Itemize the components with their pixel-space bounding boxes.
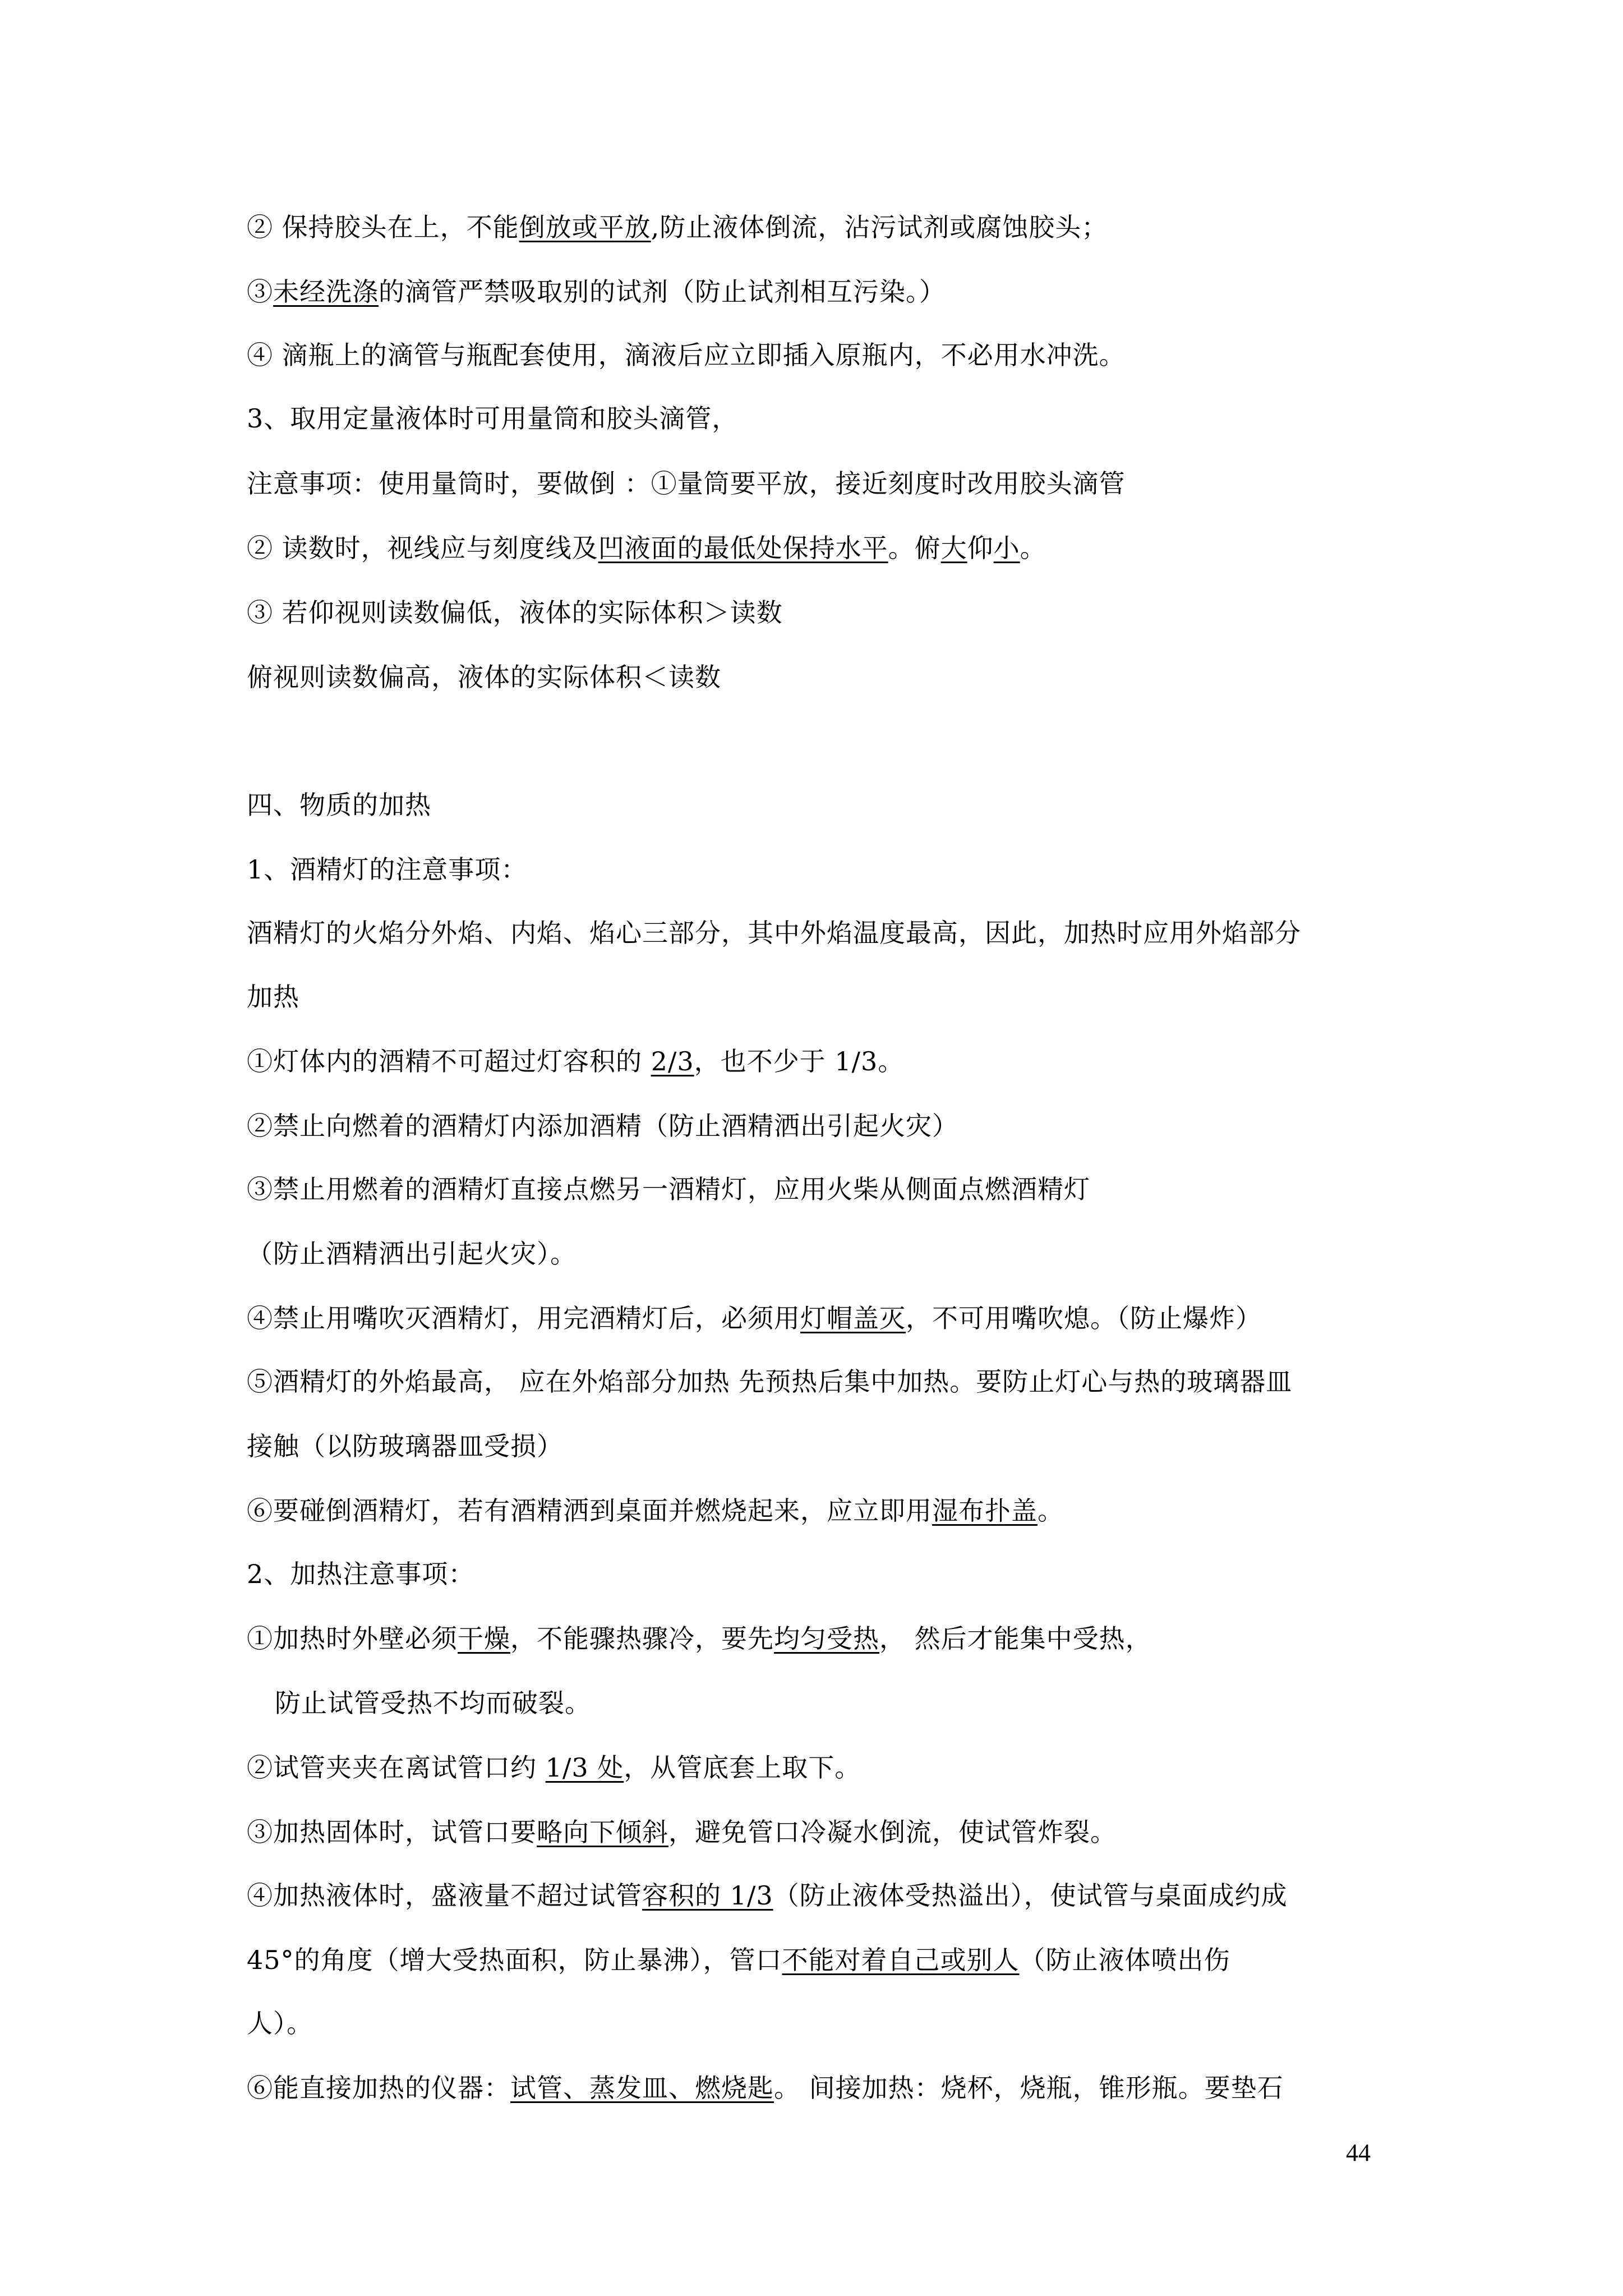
- page-number: 44: [1346, 2139, 1371, 2166]
- text-segment: ，不可用嘴吹熄。（防止爆炸）: [906, 1303, 1262, 1333]
- text-segment: ①加热时外壁必须: [247, 1623, 458, 1654]
- text-line: [247, 1172, 1090, 1206]
- underlined-text: 凹液面的最低处保持水平: [598, 533, 888, 563]
- subsection-heading: [247, 1557, 474, 1591]
- text-line: [247, 2007, 313, 2040]
- text-line: [247, 1494, 1064, 1527]
- text-segment: 45°的角度（增大受热面积，防止暴沸），管口: [247, 1945, 782, 1975]
- text-line: [247, 210, 1108, 244]
- text-segment: ，从管底套上取下。: [624, 1752, 861, 1783]
- text-segment: ④加热液体时，盛液量不超过试管: [247, 1880, 642, 1911]
- text-segment: （防止液体受热溢出），使试管与桌面成约成: [773, 1880, 1288, 1911]
- text-line: [247, 1301, 1262, 1335]
- text-segment: 。: [1038, 1496, 1064, 1526]
- text-segment: ①灯体内的酒精不可超过灯容积的: [247, 1046, 651, 1076]
- underlined-text: 不能对着自己或别人: [782, 1945, 1020, 1975]
- text-segment: ， 然后才能集中受热，: [879, 1623, 1152, 1654]
- text-line: [247, 1815, 1117, 1849]
- text-line: [275, 1686, 591, 1720]
- text-segment: 接触（以防玻璃器皿受损）: [247, 1431, 563, 1461]
- text-line: [247, 1365, 1292, 1398]
- text-line: [247, 338, 1126, 372]
- text-segment: 2、加热注意事项：: [247, 1559, 475, 1589]
- text-segment: ④ 滴瓶上的滴管与瓶配套使用，滴液后应立即插入原瓶内，不必用水冲洗。: [247, 340, 1126, 370]
- text-segment: ③加热固体时，试管口要: [247, 1817, 537, 1847]
- subsection-heading: [247, 853, 527, 886]
- underlined-text: 容积的 1/3: [642, 1880, 773, 1911]
- text-segment: 注意事项：使用量筒时，要做倒 ：①量筒要平放，接近刻度时改用胶头滴管: [247, 468, 1126, 499]
- text-segment: ③ 若仰视则读数偏低，液体的实际体积＞读数: [247, 597, 783, 628]
- text-line: [247, 1045, 904, 1078]
- text-segment: 的滴管严禁吸取别的试剂（防止试剂相互污染。）: [379, 277, 946, 307]
- text-segment: ④禁止用嘴吹灭酒精灯，用完酒精灯后，必须用: [247, 1303, 800, 1333]
- text-line: [247, 531, 1046, 565]
- text-segment: ⑤酒精灯的外焰最高， 应在外焰部分加热 先预热后集中加热。要防止灯心与热的玻璃器皿: [247, 1366, 1293, 1397]
- underlined-text: 小: [993, 533, 1020, 563]
- text-segment: ⑥要碰倒酒精灯，若有酒精洒到桌面并燃烧起来，应立即用: [247, 1496, 932, 1526]
- text-line: [247, 596, 783, 629]
- underlined-text: 倒放或平放: [519, 212, 651, 242]
- text-segment: ②试管夹夹在离试管口约: [247, 1752, 546, 1783]
- text-segment: （防止酒精洒出引起火灾）。: [247, 1239, 577, 1269]
- text-segment: ②禁止向燃着的酒精灯内添加酒精（防止酒精洒出引起火灾）: [247, 1111, 958, 1141]
- text-segment: 加热: [247, 982, 299, 1012]
- text-segment: ③禁止用燃着的酒精灯直接点燃另一酒精灯，应用火柴从侧面点燃酒精灯: [247, 1174, 1090, 1204]
- text-segment: 仰: [967, 533, 994, 563]
- underlined-text: 2/3: [651, 1046, 694, 1076]
- text-segment: 俯视则读数偏高，液体的实际体积＜读数: [247, 662, 721, 692]
- text-line: [247, 980, 299, 1014]
- text-line: [247, 402, 738, 435]
- text-line: [247, 1943, 1230, 1977]
- section-heading: [247, 788, 431, 822]
- text-segment: ③: [247, 277, 273, 307]
- text-line: [247, 1429, 563, 1463]
- text-line: [247, 1109, 958, 1143]
- text-segment: 防止试管受热不均而破裂。: [275, 1688, 591, 1718]
- text-segment: ② 保持胶头在上，不能: [247, 212, 519, 242]
- text-segment: 。 间接加热：烧杯，烧瓶，锥形瓶。要垫石: [774, 2073, 1284, 2103]
- text-line: [247, 1622, 1152, 1655]
- underlined-text: 干燥: [458, 1623, 510, 1654]
- text-line: [247, 660, 721, 694]
- text-segment: ,防止液体倒流，沾污试剂或腐蚀胶头；: [651, 212, 1108, 242]
- text-segment: （防止液体喷出伤: [1019, 1945, 1230, 1975]
- text-segment: ⑥能直接加热的仪器：: [247, 2073, 510, 2103]
- text-segment: 酒精灯的火焰分外焰、内焰、焰心三部分，其中外焰温度最高，因此，加热时应用外焰部分: [247, 918, 1301, 948]
- text-segment: 。: [1020, 533, 1046, 563]
- text-segment: ，也不少于 1/3。: [694, 1046, 905, 1076]
- text-segment: ，不能骤热骤冷，要先: [510, 1623, 774, 1654]
- underlined-text: 1/3 处: [545, 1752, 624, 1783]
- text-line: [247, 1879, 1288, 1912]
- underlined-text: 均匀受热: [774, 1623, 879, 1654]
- text-segment: ② 读数时，视线应与刻度线及: [247, 533, 598, 563]
- underlined-text: 大: [940, 533, 967, 563]
- underlined-text: 略向下倾斜: [537, 1817, 668, 1847]
- text-segment: 四、物质的加热: [247, 790, 431, 820]
- text-segment: 3、取用定量液体时可用量筒和胶头滴管，: [247, 403, 739, 434]
- underlined-text: 湿布扑盖: [932, 1496, 1038, 1526]
- text-segment: 人）。: [247, 2008, 313, 2039]
- text-line: [247, 275, 946, 309]
- text-line: [247, 467, 1126, 500]
- text-line: [247, 2071, 1284, 2105]
- text-line: [247, 1237, 577, 1271]
- text-segment: ，避免管口冷凝水倒流，使试管炸裂。: [668, 1817, 1117, 1847]
- text-segment: 1、酒精灯的注意事项：: [247, 854, 528, 885]
- text-line: [247, 916, 1301, 950]
- text-line: [247, 1751, 861, 1784]
- underlined-text: 灯帽盖灭: [800, 1303, 906, 1333]
- underlined-text: 未经洗涤: [273, 277, 379, 307]
- underlined-text: 试管、蒸发皿、燃烧匙: [510, 2073, 774, 2103]
- text-segment: 。俯: [888, 533, 941, 563]
